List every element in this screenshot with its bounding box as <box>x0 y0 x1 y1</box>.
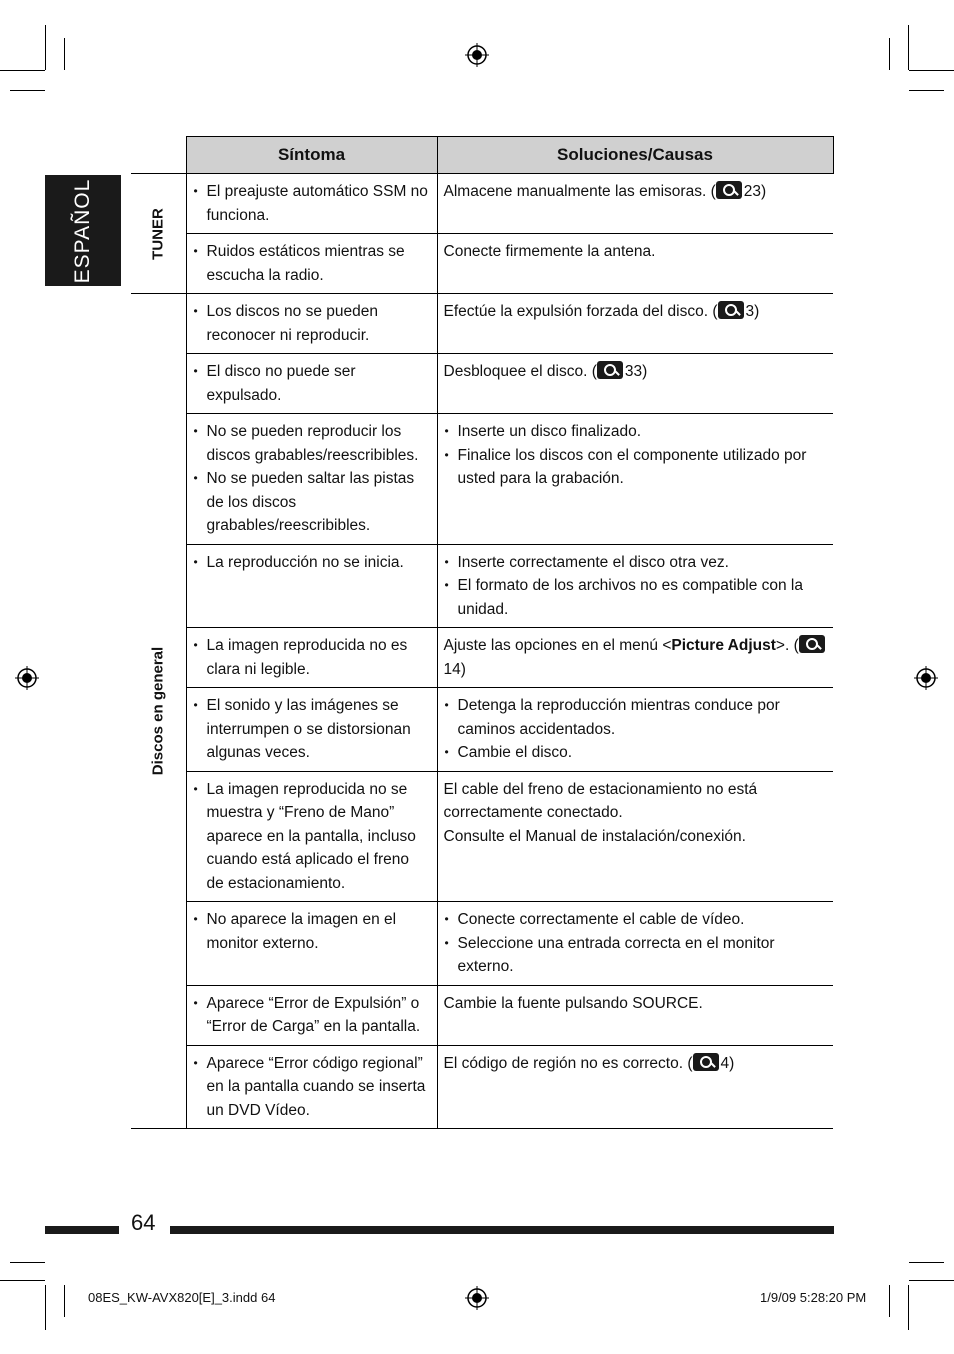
category-cell <box>131 294 186 1129</box>
registration-mark-icon <box>465 1286 489 1310</box>
symptom-item: • El disco no puede ser expulsado. <box>207 360 431 407</box>
solution-item: • El formato de los archivos no es compatible con la unidad. <box>458 574 828 621</box>
table-row <box>131 902 833 986</box>
solution-text-main: El cable del freno de estacionamiento no está correctamente conectado. <box>443 780 758 821</box>
page-reference-number: 33 <box>624 363 643 380</box>
crop-mark <box>45 1285 46 1330</box>
table-row <box>131 544 833 628</box>
symptom-item: • La imagen reproducida no se muestra y “Freno de Mano” aparece en la pantalla, incluso cuando está aplicado el freno de estacionamiento. <box>207 778 431 896</box>
page-reference-number: 23 <box>743 183 761 200</box>
crop-mark <box>909 1280 954 1281</box>
page-reference-icon <box>597 361 623 379</box>
solution-text <box>444 992 828 1016</box>
symptom-item: • No se pueden reproducir los discos grabables/reescribibles. <box>207 420 431 467</box>
page-reference-icon <box>716 181 742 199</box>
table-row <box>131 354 833 414</box>
symptom-item: • La reproducción no se inicia. <box>207 551 431 575</box>
symptom-cell <box>186 985 437 1045</box>
crop-mark <box>0 70 45 71</box>
solution-cell <box>437 902 833 986</box>
symptom-cell <box>186 354 437 414</box>
table-header-row <box>131 137 833 174</box>
crop-mark <box>45 25 46 70</box>
crop-mark <box>909 70 954 71</box>
symptom-item: • Aparece “Error de Expulsión” o “Error de Carga” en la pantalla. <box>207 992 431 1039</box>
solution-text: Ajuste las opciones en el menú <Picture Adjust>. (14) <box>444 634 828 681</box>
symptom-header: Síntoma <box>186 137 437 174</box>
solution-text-main: El código de región no es correcto. ( <box>443 1054 693 1072</box>
symptom-cell <box>186 294 437 354</box>
solution-item: • Detenga la reproducción mientras conduce por caminos accidentados. <box>458 694 828 741</box>
solution-cell <box>437 628 833 688</box>
language-tab-label: ESPAÑOL <box>71 178 94 283</box>
table-row <box>131 174 833 234</box>
crop-mark <box>908 1285 909 1330</box>
solution-text-main: Cambie la fuente pulsando SOURCE. <box>443 994 703 1012</box>
table-row <box>131 294 833 354</box>
table-row <box>131 688 833 772</box>
symptom-item: • Los discos no se pueden reconocer ni reproducir. <box>207 300 431 347</box>
symptom-item: • La imagen reproducida no es clara ni legible. <box>207 634 431 681</box>
category-label: TUNER <box>149 207 167 260</box>
category-cell <box>131 174 186 294</box>
symptom-cell <box>186 688 437 772</box>
symptom-item: • El sonido y las imágenes se interrumpen o se distorsionan algunas veces. <box>207 694 431 765</box>
symptom-cell <box>186 414 437 545</box>
symptom-cell <box>186 544 437 628</box>
symptom-item: • Aparece “Error código regional” en la pantalla cuando se inserta un DVD Vídeo. <box>207 1052 431 1123</box>
solution-header: Soluciones/Causas <box>437 137 833 174</box>
solution-text <box>444 240 828 264</box>
solution-cell <box>437 234 833 294</box>
crop-mark <box>889 38 890 70</box>
table-row <box>131 414 833 545</box>
crop-mark <box>909 1262 944 1263</box>
crop-mark <box>909 90 944 91</box>
solution-text-secondary: Consulte el Manual de instalación/conexión. <box>443 827 746 845</box>
symptom-cell <box>186 1045 437 1129</box>
table-row <box>131 985 833 1045</box>
solution-text <box>444 778 828 825</box>
date-slug: 1/9/09 5:28:20 PM <box>760 1290 867 1305</box>
crop-mark <box>64 38 65 70</box>
solution-text-main: Conecte firmemente la antena. <box>443 243 656 260</box>
solution-text: Desbloquee el disco. ( 33) <box>443 363 648 380</box>
solution-item: • Finalice los discos con el componente utilizado por usted para la grabación. <box>458 444 828 491</box>
solution-text: Almacene manualmente las emisoras. ( 23) <box>443 183 767 200</box>
symptom-cell <box>186 628 437 688</box>
page-reference-number: 4 <box>720 1054 730 1072</box>
page-reference-icon <box>799 635 825 653</box>
page-reference-number: 3 <box>745 303 755 320</box>
symptom-cell <box>186 902 437 986</box>
page-reference-icon <box>718 301 744 319</box>
symptom-item: • El preajuste automático SSM no funciona. <box>207 180 431 227</box>
table-row <box>131 234 833 294</box>
symptom-cell <box>186 234 437 294</box>
crop-mark <box>908 25 909 70</box>
solution-cell <box>437 544 833 628</box>
solution-cell <box>437 771 833 902</box>
solution-item: • Conecte correctamente el cable de vídeo. <box>458 908 828 932</box>
crop-mark <box>0 1280 45 1281</box>
footer-bar-right <box>170 1226 834 1234</box>
solution-item: • Cambie el disco. <box>458 741 828 765</box>
page-reference-number: 14 <box>443 660 461 678</box>
solution-item: • Inserte un disco finalizado. <box>458 420 828 444</box>
solution-text-main: Efectúe la expulsión forzada del disco. ( <box>443 303 718 320</box>
troubleshooting-table <box>131 136 834 1129</box>
solution-cell <box>437 1045 833 1129</box>
solution-cell <box>437 688 833 772</box>
solution-text: El código de región no es correcto. ( 4) <box>443 1054 735 1072</box>
symptom-item: • Ruidos estáticos mientras se escucha la radio. <box>207 240 431 287</box>
language-tab <box>45 175 121 286</box>
symptom-item: • No aparece la imagen en el monitor externo. <box>207 908 431 955</box>
table-body <box>131 174 833 1129</box>
solution-item: • Seleccione una entrada correcta en el monitor externo. <box>458 932 828 979</box>
solution-cell <box>437 414 833 545</box>
table-row <box>131 771 833 902</box>
category-label: Discos en general <box>149 646 167 776</box>
table-row <box>131 1045 833 1129</box>
symptom-cell <box>186 771 437 902</box>
crop-mark <box>10 1262 45 1263</box>
crop-mark <box>64 1285 65 1317</box>
table-row <box>131 628 833 688</box>
crop-mark <box>10 90 45 91</box>
solution-text: Efectúe la expulsión forzada del disco. ( 3) <box>443 303 760 320</box>
crop-mark <box>889 1285 890 1317</box>
solution-cell <box>437 174 833 234</box>
menu-name: Picture Adjust <box>671 637 776 654</box>
file-slug: 08ES_KW-AVX820[E]_3.indd 64 <box>88 1290 276 1305</box>
solution-cell <box>437 294 833 354</box>
solution-text-main: Desbloquee el disco. ( <box>443 363 597 380</box>
registration-mark-icon <box>465 43 489 67</box>
solution-item: • Inserte correctamente el disco otra vez. <box>458 551 828 575</box>
solution-cell <box>437 354 833 414</box>
solution-cell <box>437 985 833 1045</box>
page-reference-icon <box>693 1053 719 1071</box>
solution-text-main: Ajuste las opciones en el menú < <box>443 637 672 654</box>
registration-mark-icon <box>914 666 938 690</box>
page-number: 64 <box>131 1210 156 1235</box>
registration-mark-icon <box>15 666 39 690</box>
solution-text-main: Almacene manualmente las emisoras. ( <box>443 183 716 200</box>
footer-bar-left <box>45 1226 119 1234</box>
symptom-cell <box>186 174 437 234</box>
category-header-blank <box>131 137 186 174</box>
symptom-item: • No se pueden saltar las pistas de los discos grabables/reescribibles. <box>207 467 431 538</box>
solution-text-after: >. ( <box>775 637 799 654</box>
